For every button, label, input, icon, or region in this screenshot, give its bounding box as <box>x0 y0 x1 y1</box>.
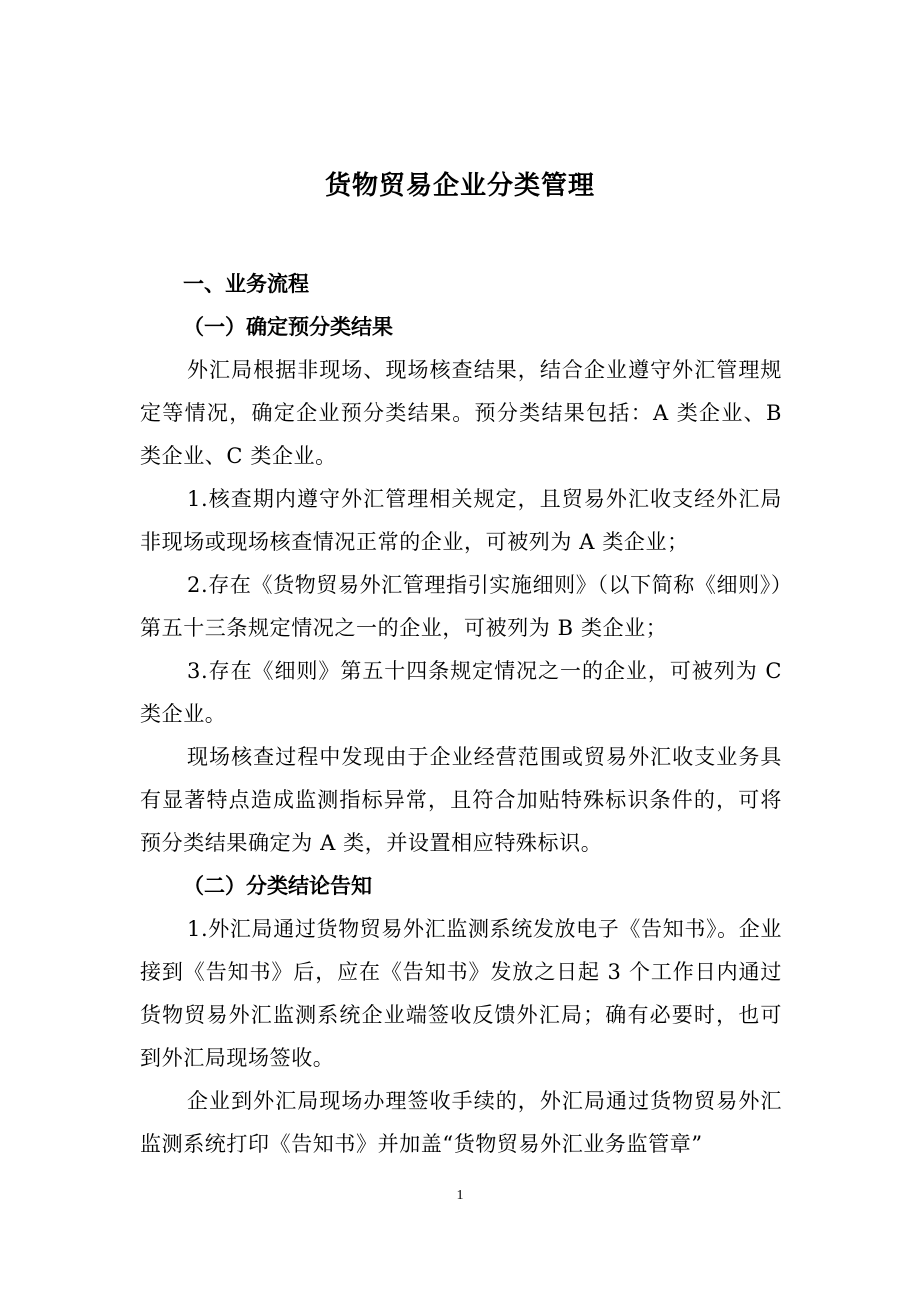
subsection-heading: （二）分类结论告知 <box>183 874 372 898</box>
paragraph: 2.存在《货物贸易外汇管理指引实施细则》（以下简称《细则》）第五十三条规定情况之一的企业，可被列为 B 类企业； <box>140 573 782 640</box>
paragraph: 1.外汇局通过货物贸易外汇监测系统发放电子《告知书》。企业接到《告知书》后，应在《告知书》发放之日起 3 个工作日内通过货物贸易外汇监测系统企业端签收反馈外汇局；确有必要时，也可到外汇局现场签收。 <box>140 917 782 1070</box>
paragraph: 现场核查过程中发现由于企业经营范围或贸易外汇收支业务具有显著特点造成监测指标异常，且符合加贴特殊标识条件的，可将预分类结果确定为 A 类，并设置相应特殊标识。 <box>140 745 782 855</box>
paragraph: 外汇局根据非现场、现场核查结果，结合企业遵守外汇管理规定等情况，确定企业预分类结果。预分类结果包括：A 类企业、B 类企业、C 类企业。 <box>140 358 782 468</box>
paragraph: 企业到外汇局现场办理签收手续的，外汇局通过货物贸易外汇监测系统打印《告知书》并加盖“货物贸易外汇业务监管章” <box>140 1089 782 1156</box>
subsection-heading: （一）确定预分类结果 <box>183 315 393 339</box>
page-number: 1 <box>456 1188 464 1203</box>
document-body <box>140 263 782 1166</box>
document-title: 货物贸易企业分类管理 <box>324 171 595 201</box>
paragraph: 3.存在《细则》第五十四条规定情况之一的企业，可被列为 C 类企业。 <box>140 659 782 726</box>
paragraph: 1.核查期内遵守外汇管理相关规定，且贸易外汇收支经外汇局非现场或现场核查情况正常的企业，可被列为 A 类企业； <box>140 487 782 554</box>
section-heading: 一、业务流程 <box>183 272 309 296</box>
